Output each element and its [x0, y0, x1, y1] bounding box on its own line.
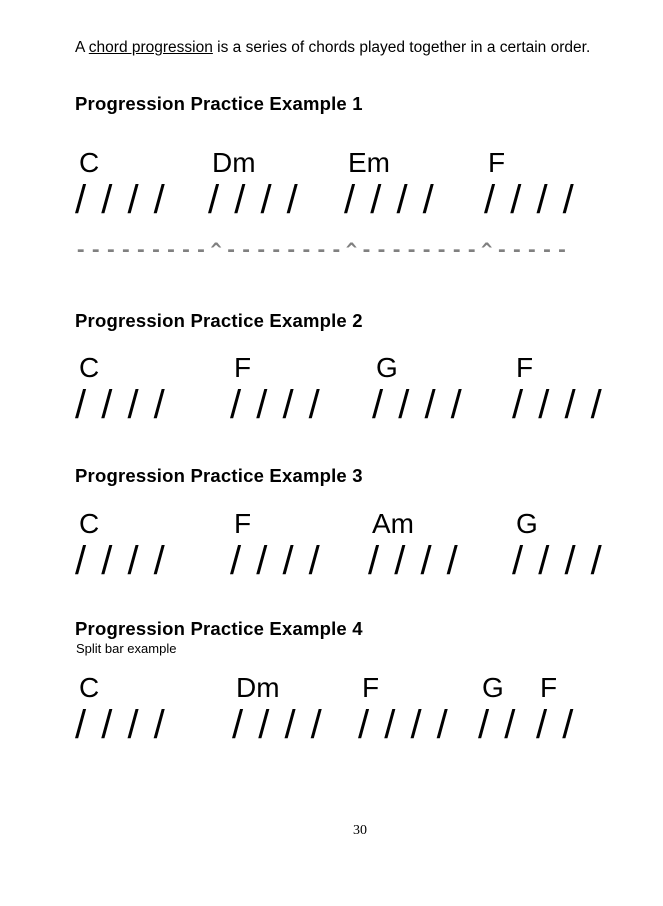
strum-slashes: / / / /	[208, 178, 300, 222]
intro-suffix: is a series of chords played together in a certain order.	[212, 39, 591, 56]
strum-slashes: / / / /	[484, 178, 576, 222]
example-1-title: Progression Practice Example 1	[75, 93, 363, 114]
bar	[208, 148, 300, 222]
push-accent-line: ---------^--------^--------^-----	[75, 239, 572, 261]
strum-slashes: / / / /	[368, 539, 460, 583]
chord-label: Am	[372, 508, 414, 539]
bar	[536, 673, 575, 747]
example-3-chord-row	[0, 509, 663, 609]
chord-label: G	[482, 672, 504, 703]
strum-slashes: / / / /	[75, 178, 167, 222]
chord-label: G	[376, 352, 398, 383]
strum-slashes: / / / /	[358, 703, 450, 747]
bar	[358, 673, 450, 747]
strum-slashes: / / / /	[372, 383, 464, 427]
bar	[368, 509, 460, 583]
chord-label: Em	[348, 147, 390, 178]
bar	[344, 148, 436, 222]
example-2-title: Progression Practice Example 2	[75, 310, 363, 331]
chord-label: F	[234, 508, 252, 539]
page-number: 30	[353, 823, 367, 838]
chord-label: C	[79, 672, 100, 703]
chord-label: F	[488, 147, 506, 178]
chord-label: F	[362, 672, 380, 703]
chord-label: F	[516, 352, 534, 383]
chord-label: C	[79, 508, 100, 539]
bar	[478, 673, 517, 747]
bar	[512, 353, 604, 427]
bar	[230, 353, 322, 427]
chord-label: Dm	[212, 147, 256, 178]
bar	[75, 673, 167, 747]
bar	[484, 148, 576, 222]
bar	[75, 148, 167, 222]
strum-slashes: / / / /	[512, 539, 604, 583]
bar	[232, 673, 324, 747]
strum-slashes: / / / /	[75, 703, 167, 747]
strum-slashes: / /	[478, 703, 518, 747]
bar	[230, 509, 322, 583]
strum-slashes: / / / /	[512, 383, 604, 427]
strum-slashes: / / / /	[232, 703, 324, 747]
strum-slashes: / / / /	[75, 539, 167, 583]
bar	[372, 353, 464, 427]
example-2-chord-row	[0, 353, 663, 453]
bar	[75, 353, 167, 427]
intro-prefix: A	[75, 39, 89, 56]
intro-underlined-term: chord progression	[88, 39, 213, 56]
strum-slashes: / / / /	[75, 383, 167, 427]
chord-label: G	[516, 508, 538, 539]
example-1-chord-row	[0, 148, 663, 248]
example-4-title: Progression Practice Example 4	[75, 618, 363, 639]
strum-slashes: / /	[536, 703, 576, 747]
chord-label: F	[540, 672, 558, 703]
bar	[75, 509, 167, 583]
strum-slashes: / / / /	[230, 539, 322, 583]
example-4-chord-row	[0, 673, 663, 773]
example-4-subtitle: Split bar example	[76, 641, 177, 656]
chord-label: Dm	[236, 672, 280, 703]
chord-label: C	[79, 147, 100, 178]
strum-slashes: / / / /	[344, 178, 436, 222]
chord-label: C	[79, 352, 100, 383]
chord-label: F	[234, 352, 252, 383]
bar	[512, 509, 604, 583]
example-3-title: Progression Practice Example 3	[75, 465, 363, 486]
intro-sentence	[75, 38, 590, 57]
strum-slashes: / / / /	[230, 383, 322, 427]
